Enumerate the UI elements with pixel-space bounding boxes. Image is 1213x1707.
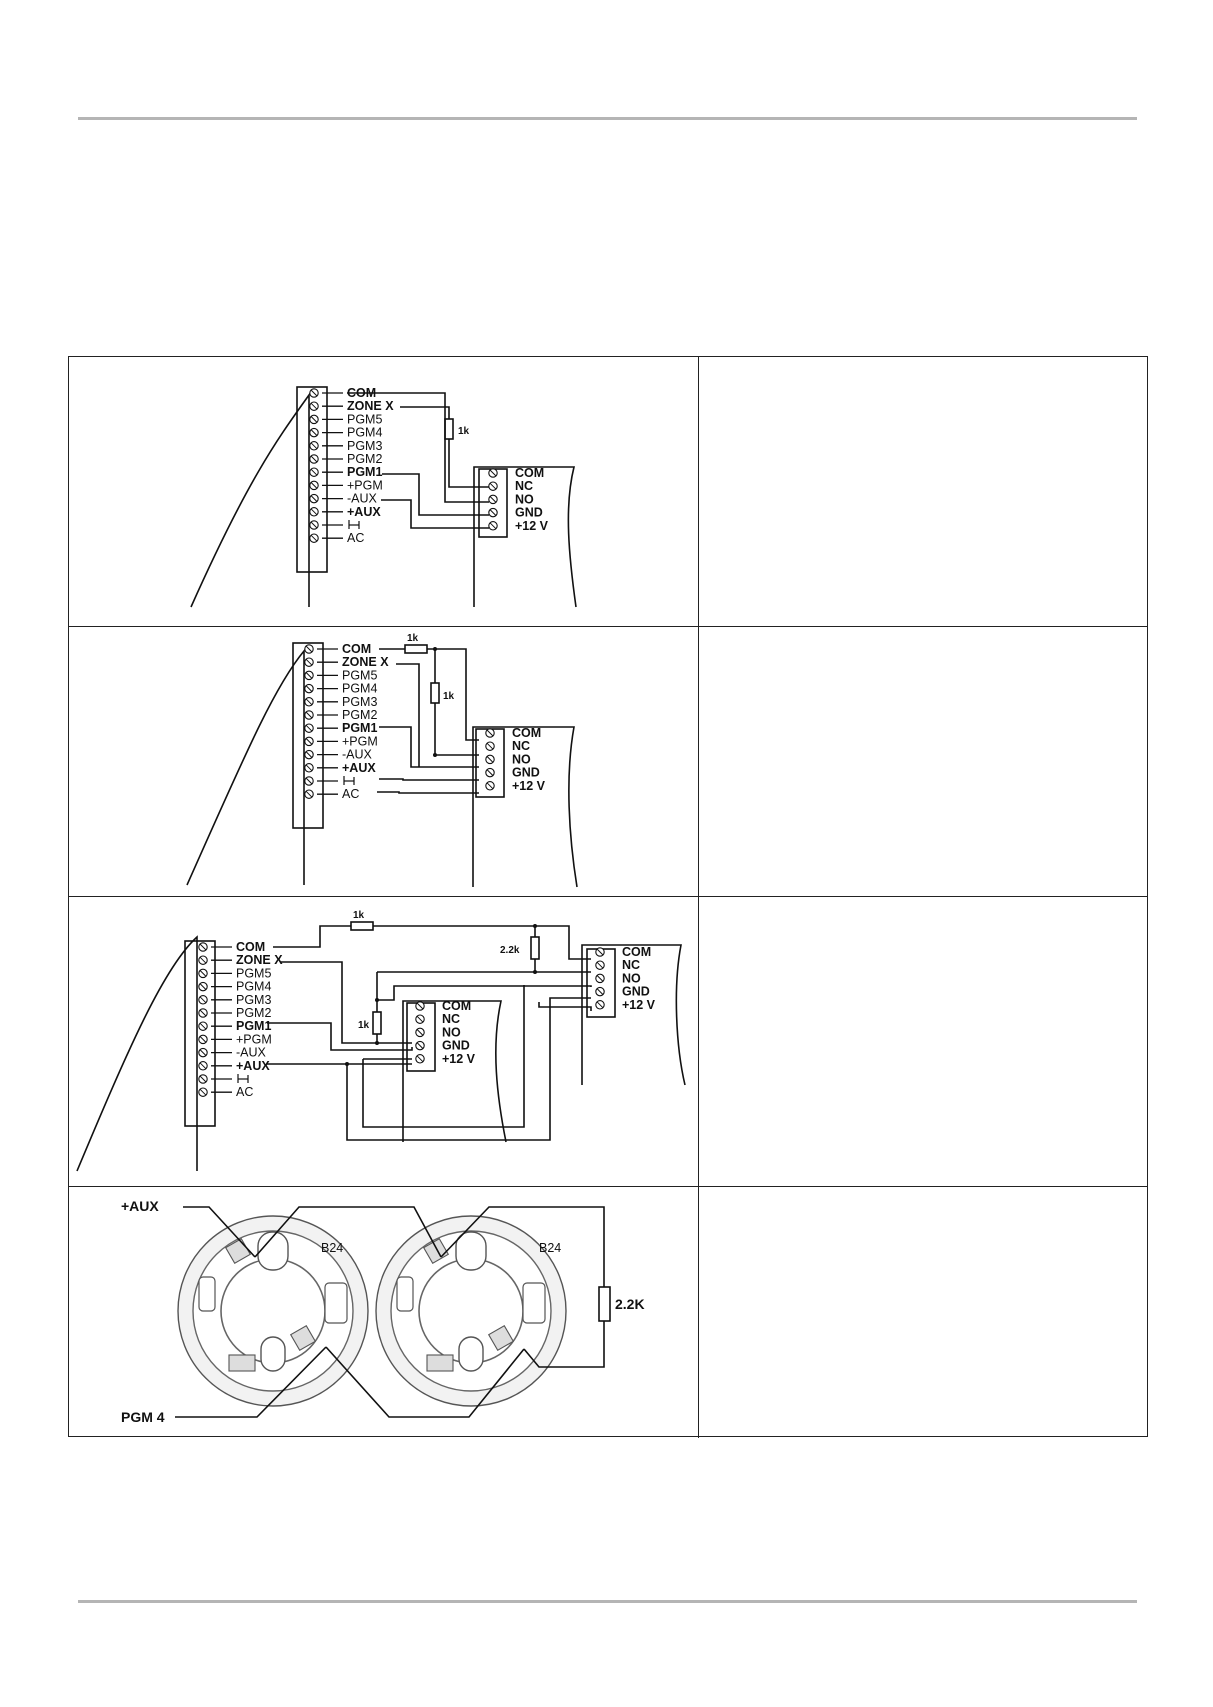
base-label: B24 xyxy=(539,1241,562,1255)
panel-terminal-label: PGM4 xyxy=(236,979,272,994)
resistor-label: 1k xyxy=(358,1020,370,1031)
pgm-label: PGM 4 xyxy=(121,1409,165,1425)
description-cell-3 xyxy=(699,897,1147,1186)
terminal-block xyxy=(293,643,323,828)
diagram-4-svg xyxy=(69,1187,699,1438)
panel-terminal-label: PGM3 xyxy=(347,438,383,453)
device-terminal-label: +12 V xyxy=(442,1051,476,1066)
resistor-1k-vertical xyxy=(373,1012,381,1034)
device-terminal-label: GND xyxy=(442,1038,470,1053)
base-label: B24 xyxy=(321,1241,344,1255)
resistor-1k-top xyxy=(351,922,373,930)
panel-terminal-label: -AUX xyxy=(236,1045,266,1060)
panel-terminal-label: AC xyxy=(347,531,365,546)
panel-terminal-label: PGM1 xyxy=(342,721,378,736)
panel-terminal-label: PGM2 xyxy=(236,1006,272,1020)
device-terminal-label: NO xyxy=(512,752,531,767)
panel-terminal-label: AC xyxy=(342,787,360,802)
resistor-label: 1k xyxy=(443,691,455,702)
panel-terminal-label: PGM5 xyxy=(347,412,383,427)
device-terminal-label: COM xyxy=(622,945,652,959)
device-terminal-label: GND xyxy=(515,505,543,520)
diagram-2-svg xyxy=(69,627,699,896)
device-terminal-label: NO xyxy=(515,492,534,507)
panel-terminal-label: PGM2 xyxy=(347,452,383,466)
panel-terminal-label: PGM3 xyxy=(236,992,272,1007)
terminal-block xyxy=(297,387,327,572)
panel-terminal-label: PGM1 xyxy=(347,465,383,480)
diagram-1-svg xyxy=(69,357,699,626)
device-terminal-label: NC xyxy=(442,1012,461,1027)
device-terminal-label: COM xyxy=(515,466,545,480)
panel-terminal-label: PGM5 xyxy=(342,668,378,683)
detector-base-a xyxy=(178,1216,368,1406)
panel-terminal-label: -AUX xyxy=(342,747,372,762)
description-cell-4 xyxy=(699,1187,1147,1438)
device-terminal-label: COM xyxy=(512,726,542,740)
wiring-diagram-3 xyxy=(69,897,699,1186)
panel-terminal-label: PGM1 xyxy=(236,1019,272,1034)
ground-icon xyxy=(344,776,354,785)
resistor-label: 2.2K xyxy=(615,1296,645,1312)
aux-label: +AUX xyxy=(121,1198,159,1214)
panel-terminal-label: +PGM xyxy=(236,1032,272,1047)
panel-terminal-label: PGM4 xyxy=(342,681,378,696)
device-terminal-label: NC xyxy=(622,958,641,973)
resistor-label: 2.2k xyxy=(500,945,520,956)
description-cell-1 xyxy=(699,357,1147,626)
resistor-1k-vertical xyxy=(431,683,439,703)
top-rule xyxy=(78,117,1137,120)
panel-terminal-label: +AUX xyxy=(342,760,376,775)
resistor-2.2k xyxy=(531,937,539,959)
diagram-3-svg xyxy=(69,897,699,1186)
panel-terminal-label: ZONE X xyxy=(236,953,283,968)
panel-terminal-label: PGM3 xyxy=(342,694,378,709)
device-terminal-label: NC xyxy=(512,739,531,754)
device-terminal-label: NO xyxy=(442,1025,461,1040)
wiring-diagram-table xyxy=(68,356,1148,1437)
device-terminal-label: GND xyxy=(512,765,540,780)
table-row xyxy=(69,627,1147,897)
panel-outline xyxy=(187,651,304,885)
panel-terminal-label: +PGM xyxy=(347,478,383,493)
table-row xyxy=(69,897,1147,1187)
panel-terminal-label: ZONE X xyxy=(347,399,394,414)
panel-terminal-label: -AUX xyxy=(347,491,377,506)
device-terminal-label: NC xyxy=(515,479,534,494)
resistor-label: 1k xyxy=(458,426,470,437)
wiring-diagram-1 xyxy=(69,357,699,626)
panel-terminal-label: AC xyxy=(236,1085,254,1100)
table-row xyxy=(69,1187,1147,1438)
bottom-rule xyxy=(78,1600,1137,1603)
resistor-2.2k xyxy=(599,1287,610,1321)
resistor-1k-top xyxy=(405,645,427,653)
panel-terminal-label: PGM4 xyxy=(347,425,383,440)
panel-terminal-label: +AUX xyxy=(347,504,381,519)
terminal-block xyxy=(185,941,215,1126)
description-cell-2 xyxy=(699,627,1147,896)
ground-icon xyxy=(238,1074,248,1083)
resistor-1k xyxy=(445,419,453,439)
resistor-label: 1k xyxy=(407,633,419,644)
panel-terminal-label: +AUX xyxy=(236,1058,270,1073)
device-terminal-label: NO xyxy=(622,971,641,986)
resistor-label: 1k xyxy=(353,910,365,921)
panel-terminal-label: COM xyxy=(347,386,377,400)
device-terminal-label: +12 V xyxy=(515,518,549,533)
panel-terminal-label: COM xyxy=(342,642,372,656)
panel-outline xyxy=(77,937,197,1171)
device-terminal-label: GND xyxy=(622,984,650,999)
detector-base-b xyxy=(376,1216,566,1406)
panel-terminal-label: ZONE X xyxy=(342,655,389,670)
panel-terminal-label: COM xyxy=(236,940,266,954)
panel-terminal-label: PGM2 xyxy=(342,708,378,722)
panel-terminal-label: PGM5 xyxy=(236,966,272,981)
device-terminal-label: COM xyxy=(442,999,472,1013)
device-terminal-label: +12 V xyxy=(512,778,546,793)
table-row xyxy=(69,357,1147,627)
panel-terminal-label: +PGM xyxy=(342,734,378,749)
ground-icon xyxy=(349,520,359,529)
device-terminal-label: +12 V xyxy=(622,997,656,1012)
panel-outline xyxy=(191,395,309,607)
wiring-diagram-2 xyxy=(69,627,699,896)
wiring-diagram-4 xyxy=(69,1187,699,1438)
